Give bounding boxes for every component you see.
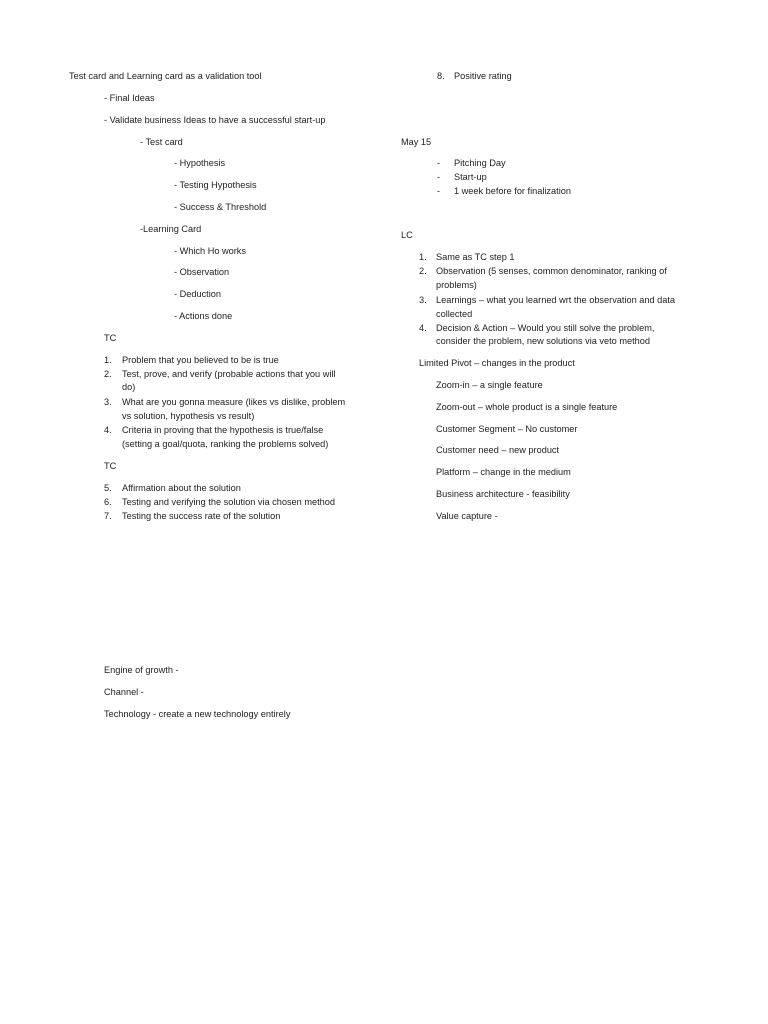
bullet: - <box>437 172 441 182</box>
test-card-item: - Success & Threshold <box>174 202 267 212</box>
bullet: - <box>437 158 441 168</box>
pivot-item: Business architecture - feasibility <box>436 489 570 499</box>
list-item-text: Testing the success rate of the solution <box>122 511 281 521</box>
pivot-item: Customer need – new product <box>436 445 560 455</box>
list-number: 5. <box>104 483 112 493</box>
list-number: 2. <box>104 369 112 379</box>
list-number: 2. <box>419 266 427 276</box>
list-number: 4. <box>419 323 427 333</box>
list-number: 1. <box>419 252 427 262</box>
test-card-item: - Hypothesis <box>174 158 226 168</box>
pivot-item: Zoom-out – whole product is a single feature <box>436 402 618 412</box>
list-item-text: Positive rating <box>454 71 512 81</box>
learning-card-item: - Observation <box>174 267 230 277</box>
pivot-item: Customer Segment – No customer <box>436 424 578 434</box>
list-item-text: Test, prove, and verify (probable actions that you will <box>122 369 336 379</box>
learning-card-item: - Which Ho works <box>174 246 246 256</box>
list-item-text: (setting a goal/quota, ranking the problems solved) <box>122 439 329 449</box>
list-item-text: problems) <box>436 280 477 290</box>
pivot-item: Platform – change in the medium <box>436 467 571 477</box>
tc-heading: TC <box>104 461 117 471</box>
list-number: 6. <box>104 497 112 507</box>
list-item-text: consider the problem, new solutions via veto method <box>436 336 650 346</box>
lc-heading: LC <box>401 230 413 240</box>
list-number: 3. <box>104 397 112 407</box>
list-item-text: Testing and verifying the solution via chosen method <box>122 497 335 507</box>
list-number: 8. <box>437 71 445 81</box>
list-item-text: do) <box>122 382 136 392</box>
list-item-text: Learnings – what you learned wrt the observation and data <box>436 295 676 305</box>
validate-ideas: - Validate business Ideas to have a successful start-up <box>104 115 326 125</box>
list-item-text: Observation (5 senses, common denominator, ranking of <box>436 266 667 276</box>
list-item-text: Affirmation about the solution <box>122 483 241 493</box>
tc-heading: TC <box>104 333 117 343</box>
learning-card-item: - Deduction <box>174 289 221 299</box>
list-number: 4. <box>104 425 112 435</box>
limited-pivot: Limited Pivot – changes in the product <box>419 358 575 368</box>
final-ideas: - Final Ideas <box>104 93 155 103</box>
test-card-heading: - Test card <box>140 137 183 147</box>
test-card-item: - Testing Hypothesis <box>174 180 257 190</box>
pivot-item: Value capture - <box>436 511 498 521</box>
engine-of-growth: Engine of growth - <box>104 665 179 675</box>
date-heading: May 15 <box>401 137 432 147</box>
date-item: Pitching Day <box>454 158 506 168</box>
channel: Channel - <box>104 687 144 697</box>
bullet: - <box>437 186 441 196</box>
list-item-text: collected <box>436 309 473 319</box>
list-item-text: vs solution, hypothesis vs result) <box>122 411 255 421</box>
list-item-text: Same as TC step 1 <box>436 252 515 262</box>
date-item: Start-up <box>454 172 487 182</box>
date-item: 1 week before for finalization <box>454 186 571 196</box>
learning-card-item: - Actions done <box>174 311 233 321</box>
document-title: Test card and Learning card as a validation tool <box>69 71 262 81</box>
list-item-text: What are you gonna measure (likes vs dislike, problem <box>122 397 346 407</box>
list-item-text: Criteria in proving that the hypothesis is true/false <box>122 425 324 435</box>
learning-card-heading: -Learning Card <box>140 224 202 234</box>
list-number: 7. <box>104 511 112 521</box>
list-number: 1. <box>104 355 112 365</box>
list-item-text: Decision & Action – Would you still solve the problem, <box>436 323 655 333</box>
list-number: 3. <box>419 295 427 305</box>
list-item-text: Problem that you believed to be is true <box>122 355 279 365</box>
technology: Technology - create a new technology entirely <box>104 709 291 719</box>
pivot-item: Zoom-in – a single feature <box>436 380 543 390</box>
